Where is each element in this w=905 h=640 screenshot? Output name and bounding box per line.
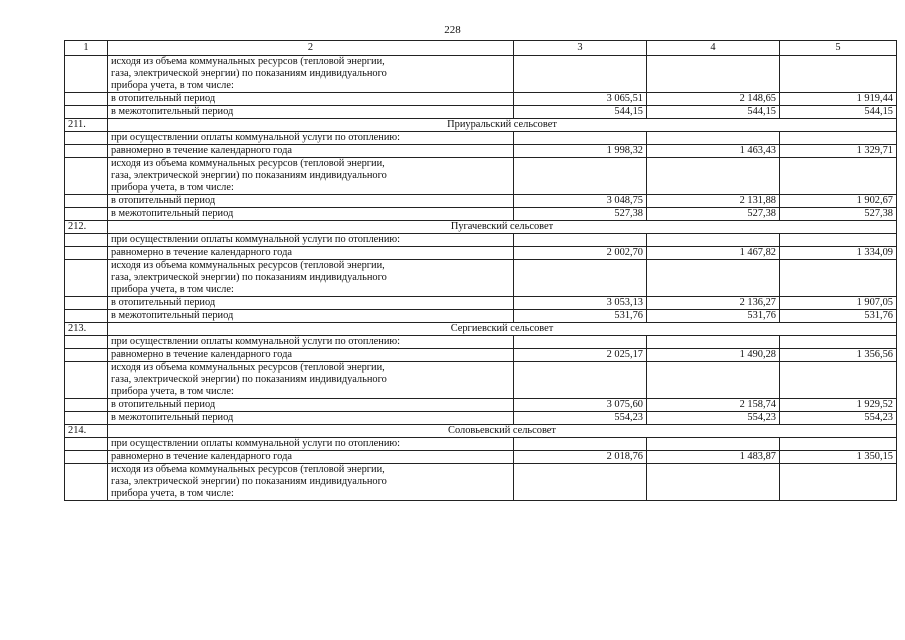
section-row [65, 221, 897, 234]
value-cell-5: 531,76 [780, 310, 897, 323]
data-row [65, 399, 897, 412]
row-label-line: исходя из объема коммунальных ресурсов (тепловой энергии, [111, 362, 385, 373]
section-title: Соловьевский сельсовет [108, 425, 897, 438]
value-cell-5 [780, 56, 897, 93]
row-number-cell [65, 132, 108, 145]
data-row [65, 106, 897, 119]
value-cell-3 [514, 158, 647, 195]
value-cell-3: 527,38 [514, 208, 647, 221]
row-number-cell [65, 106, 108, 119]
row-number-cell [65, 336, 108, 349]
value-cell-3: 3 048,75 [514, 195, 647, 208]
row-number-cell [65, 451, 108, 464]
row-label: равномерно в течение календарного года [108, 451, 514, 464]
row-number-cell [65, 208, 108, 221]
value-cell-5: 527,38 [780, 208, 897, 221]
row-number-cell [65, 310, 108, 323]
value-cell-3: 2 018,76 [514, 451, 647, 464]
row-number-cell [65, 438, 108, 451]
row-number-cell [65, 464, 108, 501]
value-cell-4 [647, 158, 780, 195]
row-label-multiline [108, 56, 514, 93]
value-cell-5 [780, 158, 897, 195]
text-row [65, 234, 897, 247]
value-cell-5: 1 919,44 [780, 93, 897, 106]
column-number-4: 4 [647, 41, 780, 56]
row-label-line: газа, электрической энергии) по показаниям индивидуального [111, 68, 387, 79]
section-number: 214. [65, 425, 108, 438]
value-cell-5: 1 350,15 [780, 451, 897, 464]
text-row [65, 336, 897, 349]
value-cell-5: 1 356,56 [780, 349, 897, 362]
tariff-table [64, 40, 897, 501]
row-label: в отопительный период [108, 297, 514, 310]
row-label-line: прибора учета, в том числе: [111, 488, 234, 499]
column-number-3: 3 [514, 41, 647, 56]
value-cell-4 [647, 56, 780, 93]
data-row [65, 195, 897, 208]
row-label: равномерно в течение календарного года [108, 247, 514, 260]
value-cell-5 [780, 132, 897, 145]
section-title: Пугачевский сельсовет [108, 221, 897, 234]
value-cell-5 [780, 234, 897, 247]
value-cell-3: 531,76 [514, 310, 647, 323]
row-label: в отопительный период [108, 195, 514, 208]
value-cell-5 [780, 336, 897, 349]
value-cell-4 [647, 260, 780, 297]
row-label-line: прибора учета, в том числе: [111, 80, 234, 91]
row-label-line: прибора учета, в том числе: [111, 386, 234, 397]
data-row [65, 412, 897, 425]
data-row [65, 451, 897, 464]
value-cell-3: 544,15 [514, 106, 647, 119]
section-row [65, 425, 897, 438]
row-label: в отопительный период [108, 93, 514, 106]
row-label-line: исходя из объема коммунальных ресурсов (тепловой энергии, [111, 56, 385, 67]
value-cell-5 [780, 464, 897, 501]
value-cell-4 [647, 438, 780, 451]
value-cell-4: 2 136,27 [647, 297, 780, 310]
value-cell-3 [514, 438, 647, 451]
column-number-1: 1 [65, 41, 108, 56]
row-label: равномерно в течение календарного года [108, 349, 514, 362]
row-label: равномерно в течение календарного года [108, 145, 514, 158]
row-number-cell [65, 195, 108, 208]
data-row [65, 310, 897, 323]
row-label-line: прибора учета, в том числе: [111, 284, 234, 295]
row-label-multiline [108, 158, 514, 195]
row-label: в межотопительный период [108, 106, 514, 119]
data-row [65, 208, 897, 221]
row-label: в межотопительный период [108, 310, 514, 323]
value-cell-3 [514, 336, 647, 349]
section-row [65, 119, 897, 132]
value-cell-4 [647, 464, 780, 501]
row-number-cell [65, 234, 108, 247]
row-label-multiline [108, 362, 514, 399]
row-label: в межотопительный период [108, 412, 514, 425]
value-cell-3 [514, 260, 647, 297]
value-cell-4: 527,38 [647, 208, 780, 221]
section-row [65, 323, 897, 336]
row-label: при осуществлении оплаты коммунальной услуги по отоплению: [108, 132, 514, 145]
data-row [65, 93, 897, 106]
row-number-cell [65, 145, 108, 158]
row-number-cell [65, 56, 108, 93]
row-label: в межотопительный период [108, 208, 514, 221]
row-number-cell [65, 247, 108, 260]
row-number-cell [65, 260, 108, 297]
value-cell-5: 544,15 [780, 106, 897, 119]
value-cell-3: 3 065,51 [514, 93, 647, 106]
value-cell-4: 2 131,88 [647, 195, 780, 208]
row-number-cell [65, 412, 108, 425]
value-cell-3 [514, 362, 647, 399]
value-cell-5: 1 929,52 [780, 399, 897, 412]
value-cell-4: 1 463,43 [647, 145, 780, 158]
value-cell-3: 554,23 [514, 412, 647, 425]
value-cell-4: 1 483,87 [647, 451, 780, 464]
value-cell-3 [514, 234, 647, 247]
value-cell-4: 2 148,65 [647, 93, 780, 106]
column-number-5: 5 [780, 41, 897, 56]
row-label-line: газа, электрической энергии) по показаниям индивидуального [111, 272, 387, 283]
section-title: Приуральский сельсовет [108, 119, 897, 132]
section-number: 213. [65, 323, 108, 336]
data-row [65, 145, 897, 158]
row-label-multiline [108, 464, 514, 501]
row-label-line: прибора учета, в том числе: [111, 182, 234, 193]
value-cell-4 [647, 362, 780, 399]
section-title: Сергиевский сельсовет [108, 323, 897, 336]
row-number-cell [65, 297, 108, 310]
row-label: при осуществлении оплаты коммунальной услуги по отоплению: [108, 438, 514, 451]
row-label-line: исходя из объема коммунальных ресурсов (тепловой энергии, [111, 464, 385, 475]
value-cell-4: 2 158,74 [647, 399, 780, 412]
row-label-multiline [108, 260, 514, 297]
row-label-line: газа, электрической энергии) по показаниям индивидуального [111, 170, 387, 181]
text-row [65, 438, 897, 451]
row-number-cell [65, 362, 108, 399]
value-cell-4 [647, 234, 780, 247]
value-cell-5: 1 902,67 [780, 195, 897, 208]
value-cell-3: 1 998,32 [514, 145, 647, 158]
row-label: в отопительный период [108, 399, 514, 412]
value-cell-5: 1 907,05 [780, 297, 897, 310]
value-cell-4: 531,76 [647, 310, 780, 323]
value-cell-4 [647, 336, 780, 349]
data-row [65, 297, 897, 310]
value-cell-5 [780, 438, 897, 451]
row-number-cell [65, 93, 108, 106]
value-cell-4 [647, 132, 780, 145]
section-number: 211. [65, 119, 108, 132]
row-label-line: исходя из объема коммунальных ресурсов (тепловой энергии, [111, 260, 385, 271]
value-cell-5: 1 329,71 [780, 145, 897, 158]
value-cell-4: 554,23 [647, 412, 780, 425]
row-label-line: газа, электрической энергии) по показаниям индивидуального [111, 374, 387, 385]
row-number-cell [65, 349, 108, 362]
value-cell-3: 3 053,13 [514, 297, 647, 310]
section-number: 212. [65, 221, 108, 234]
value-cell-5 [780, 362, 897, 399]
value-cell-5 [780, 260, 897, 297]
row-number-cell [65, 158, 108, 195]
text-row [65, 132, 897, 145]
page-number: 228 [444, 24, 461, 36]
value-cell-3 [514, 464, 647, 501]
multiline-text-row [65, 362, 897, 399]
value-cell-4: 1 467,82 [647, 247, 780, 260]
row-label-line: газа, электрической энергии) по показаниям индивидуального [111, 476, 387, 487]
multiline-text-row [65, 260, 897, 297]
value-cell-3 [514, 56, 647, 93]
data-row [65, 247, 897, 260]
value-cell-3: 2 002,70 [514, 247, 647, 260]
value-cell-3 [514, 132, 647, 145]
value-cell-3: 3 075,60 [514, 399, 647, 412]
value-cell-4: 544,15 [647, 106, 780, 119]
multiline-text-row [65, 158, 897, 195]
value-cell-4: 1 490,28 [647, 349, 780, 362]
column-number-2: 2 [108, 41, 514, 56]
row-number-cell [65, 399, 108, 412]
column-number-header-row [65, 41, 897, 56]
value-cell-5: 554,23 [780, 412, 897, 425]
data-row [65, 349, 897, 362]
value-cell-3: 2 025,17 [514, 349, 647, 362]
row-label: при осуществлении оплаты коммунальной услуги по отоплению: [108, 234, 514, 247]
row-label-line: исходя из объема коммунальных ресурсов (тепловой энергии, [111, 158, 385, 169]
multiline-text-row [65, 56, 897, 93]
row-label: при осуществлении оплаты коммунальной услуги по отоплению: [108, 336, 514, 349]
multiline-text-row [65, 464, 897, 501]
value-cell-5: 1 334,09 [780, 247, 897, 260]
